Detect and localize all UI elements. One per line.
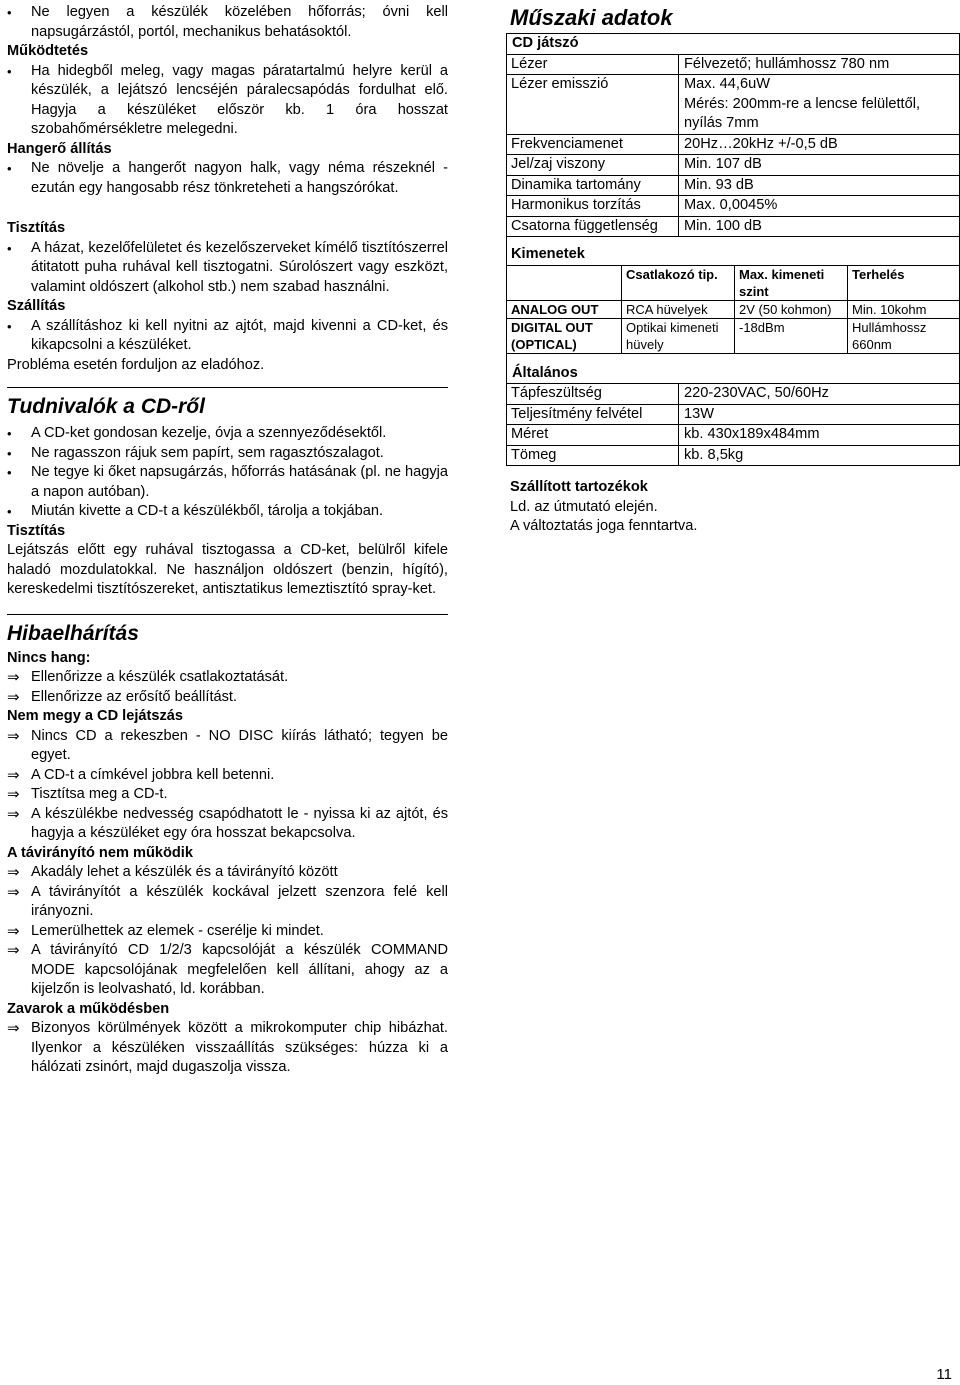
list-item: • A házat, kezelőfelületet és kezelőszerveket kímélő tisztítószerrel átitatott puha ruhával kell tisztogatni. Súrolószert vagy eszközt, valamint oldószert (alkohol stb.) nem szabad használni. [7,239,448,298]
left-column [7,0,448,1078]
cd-section-title: Tudnivalók a CD-ről [7,387,448,420]
cleaning-list [7,239,448,298]
list-item: • A CD-ket gondosan kezelje, óvja a szennyeződésektől. [7,424,448,444]
table-cell: Min. 93 dB [679,175,960,196]
no-sound-heading: Nincs hang: [7,649,91,666]
trouble-section-title: Hibaelhárítás [7,614,448,647]
remote-heading: A távirányító nem működik [7,844,193,861]
table-row [507,196,960,217]
table-cell: 20Hz…20kHz +/-0,5 dB [679,134,960,155]
table-cell: Max. kimeneti szint [735,265,848,300]
table-cell: Min. 10kohm [848,300,960,318]
table-cell: Tömeg [507,445,679,466]
table-cell: Max. 44,6uW Mérés: 200mm-re a lencse felülettől, nyílás 7mm [679,75,960,135]
table-row [507,237,960,265]
fault-list [7,1019,448,1078]
table-header: Általános [507,354,960,384]
cd-cleaning-text: Lejátszás előtt egy ruhával tisztogassa a CD-ket, belülről kifele haladó mozdulatokkal. Ne használjon oldószert (benzin, hígító), kereskedelmi tisztítószereket, antisztatikus lemeztisztító spray-ket. [7,542,448,597]
problem-note: Probléma esetén forduljon az eladóhoz. [7,356,265,373]
list-item: ⇒ A CD-t a címkével jobbra kell betenni. [7,766,448,786]
operation-list [7,62,448,140]
table-cell: Lézer [507,54,679,75]
table-cell: RCA hüvelyek [622,300,735,318]
cleaning-heading: Tisztítás [7,220,66,236]
cd-spec-table [506,34,960,237]
table-cell: Méret [507,425,679,446]
table-cell: Hullámhossz 660nm [848,318,960,353]
list-item: ⇒ Akadály lehet a készülék és a távirányító között [7,863,448,883]
table-row [507,54,960,75]
table-cell: kb. 430x189x484mm [679,425,960,446]
table-cell: Optikai kimeneti hüvely [622,318,735,353]
right-column [506,0,960,537]
cd-list [7,424,448,522]
table-row [507,404,960,425]
table-cell: Min. 107 dB [679,155,960,176]
table-row [507,384,960,405]
table-row [507,354,960,384]
table-cell: Csatlakozó tip. [622,265,735,300]
list-item: ⇒ Ellenőrizze a készülék csatlakoztatását. [7,668,448,688]
list-item: • Ne tegye ki őket napsugárzás, hőforrás hatásának (pl. ne hagyja a napon autóban). [7,463,448,502]
list-item: ⇒ A készülékbe nedvesség csapódhatott le - nyissa ki az ajtót, és hagyja a készüléket egy óra hosszat bekapcsolva. [7,805,448,844]
list-item: • Ne ragasszon rájuk sem papírt, sem ragasztószalagot. [7,444,448,464]
list-item: • Miután kivette a CD-t a készülékből, tárolja a tokjában. [7,502,448,522]
table-cell: ANALOG OUT [507,300,622,318]
table-cell: DIGITAL OUT (OPTICAL) [507,318,622,353]
table-cell: Jel/zaj viszony [507,155,679,176]
list-item: • Ha hidegből meleg, vagy magas páratartalmú helyre kerül a készülék, a lejátszó lencséjén páralecsapódás fordulhat elő. Hagyja a készüléket először kb. 1 óra hosszat szobahőmérsékletre melegedni. [7,62,448,140]
volume-list [7,159,448,198]
table-cell: -18dBm [735,318,848,353]
table-row [507,134,960,155]
table-cell: Min. 100 dB [679,216,960,237]
table-row [507,175,960,196]
table-row [507,216,960,237]
table-cell: Harmonikus torzítás [507,196,679,217]
no-play-heading: Nem megy a CD lejátszás [7,708,184,724]
table-cell: Félvezető; hullámhossz 780 nm [679,54,960,75]
list-item: ⇒ Nincs CD a rekeszben - NO DISC kiírás látható; tegyen be egyet. [7,727,448,766]
transport-list [7,317,448,356]
table-cell: kb. 8,5kg [679,445,960,466]
table-cell: Terhelés [848,265,960,300]
accessories-text: Ld. az útmutató elején. [510,498,658,515]
table-row [507,445,960,466]
volume-heading: Hangerő állítás [7,140,112,157]
table-cell: Lézer emisszió [507,75,679,135]
table-row [507,265,960,300]
table-cell: Max. 0,0045% [679,196,960,217]
no-play-list [7,727,448,844]
table-cell: Tápfeszültség [507,384,679,405]
table-row [507,300,960,318]
table-cell: 220-230VAC, 50/60Hz [679,384,960,405]
table-cell: Dinamika tartomány [507,175,679,196]
fault-heading: Zavarok a működésben [7,1000,170,1017]
spec-section-title: Műszaki adatok [506,0,960,34]
table-row [507,34,960,54]
table-row [507,75,960,135]
list-item: ⇒ Ellenőrizze az erősítő beállítást. [7,688,448,708]
cd-cleaning-heading: Tisztítás [7,522,66,539]
no-sound-list [7,668,448,707]
general-table [506,354,960,467]
list-item: ⇒ Lemerülhettek az elemek - cserélje ki mindet. [7,922,448,942]
list-item: ⇒ Bizonyos körülmények között a mikrokomputer chip hibázhat. Ilyenkor a készüléken visszaállítás szükséges: húzza ki a hálózati zsinórt, majd dugaszolja vissza. [7,1019,448,1078]
table-header: CD játszó [507,34,960,54]
list-item: • Ne legyen a készülék közelében hőforrás; óvni kell napsugárzástól, portól, mechanikus behatásoktól. [7,3,448,42]
table-cell: Frekvenciamenet [507,134,679,155]
page-number: 11 [936,1366,952,1383]
list-item: • A szállításhoz ki kell nyitni az ajtót, majd kivenni a CD-ket, és kikapcsolni a készüléket. [7,317,448,356]
remote-list [7,863,448,1000]
accessories-heading: Szállított tartozékok [510,479,648,495]
table-cell: 13W [679,404,960,425]
rights-text: A változtatás joga fenntartva. [510,518,698,534]
table-row [507,425,960,446]
table-cell: Csatorna függetlenség [507,216,679,237]
transport-heading: Szállítás [7,298,66,314]
outputs-table [506,237,960,354]
intro-list [7,3,448,42]
table-row [507,155,960,176]
table-row [507,318,960,353]
table-header: Kimenetek [507,237,960,265]
operation-heading: Működtetés [7,43,89,59]
table-cell: Teljesítmény felvétel [507,404,679,425]
table-cell [507,265,622,300]
list-item: • Ne növelje a hangerőt nagyon halk, vagy néma részeknél - ezután egy hangosabb rész tönkreteheti a hangszórókat. [7,159,448,198]
list-item: ⇒ Tisztítsa meg a CD-t. [7,785,448,805]
list-item: ⇒ A távirányítót a készülék kockával jelzett szenzora felé kell irányozni. [7,883,448,922]
table-cell: 2V (50 kohmon) [735,300,848,318]
list-item: ⇒ A távirányító CD 1/2/3 kapcsolóját a készülék COMMAND MODE kapcsolójának megfelelően kell állítani, ahogy az a kijelzőn is leolvasható, ld. korábban. [7,941,448,1000]
